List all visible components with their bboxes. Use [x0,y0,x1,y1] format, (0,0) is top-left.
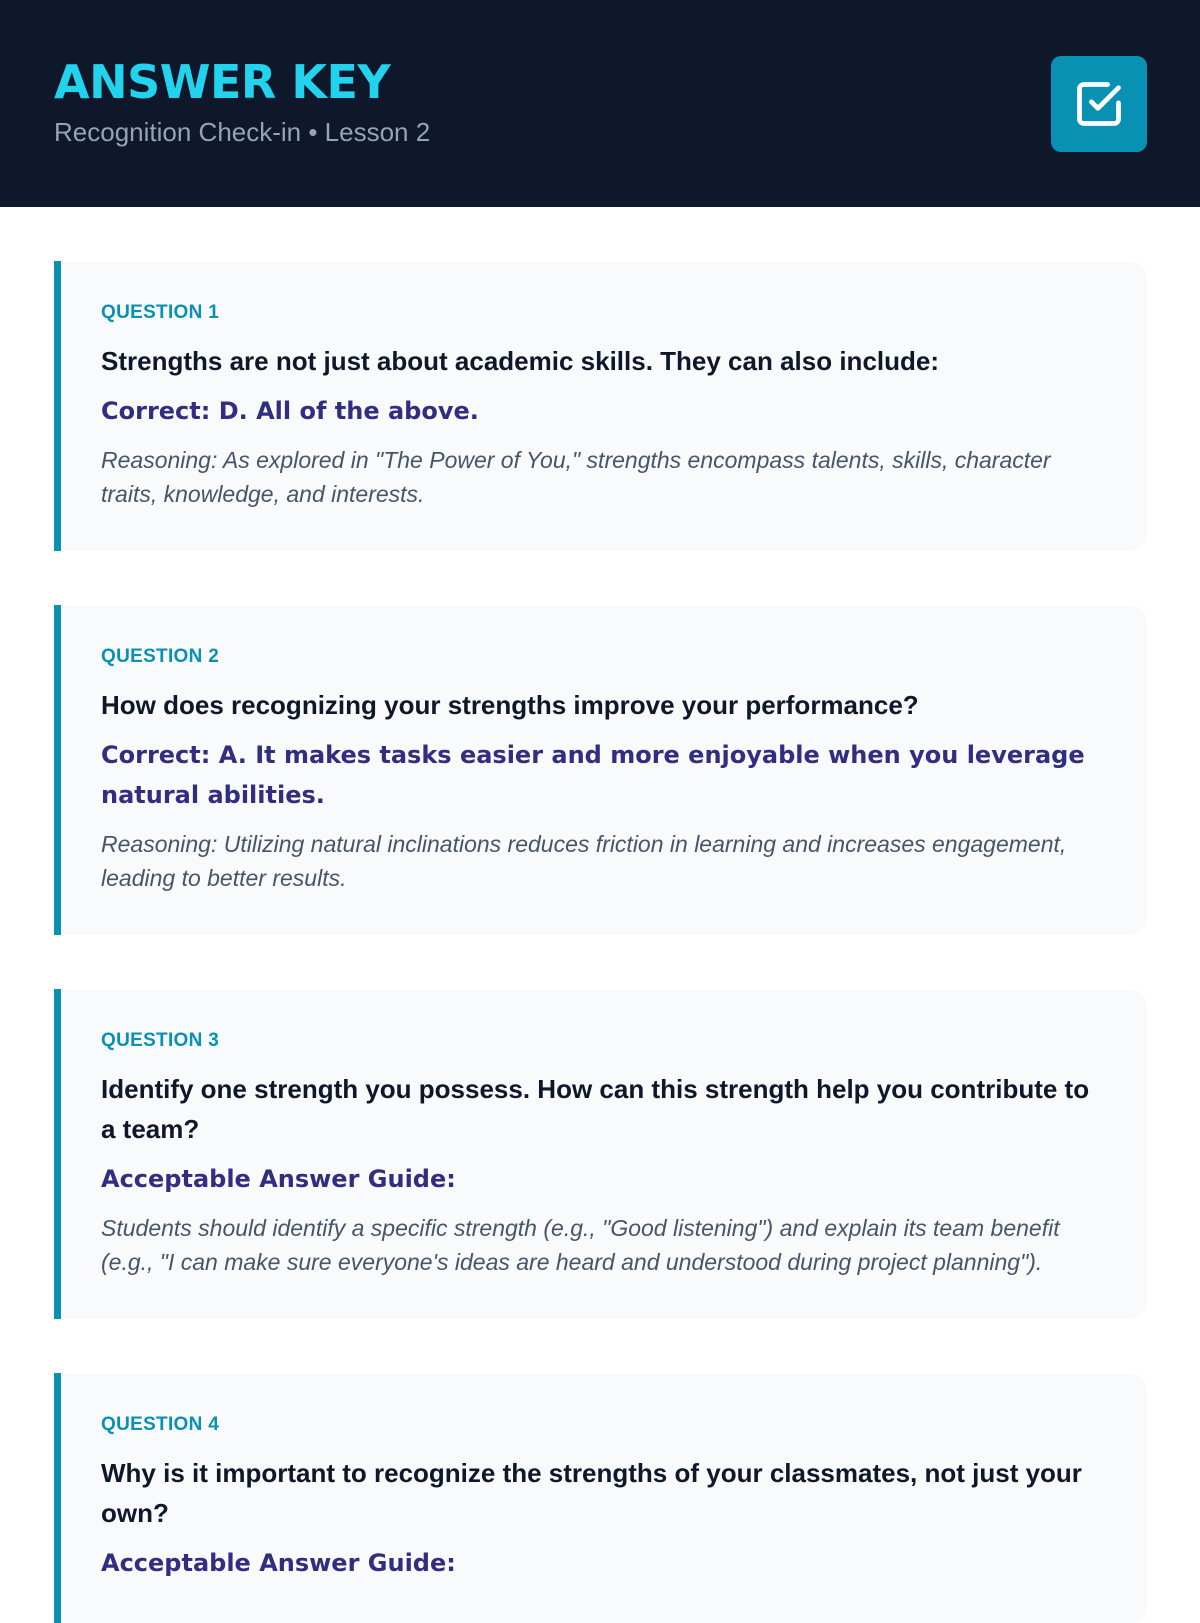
page-title: ANSWER KEY [54,55,391,109]
question-label: QUESTION 4 [101,1414,220,1435]
answer-guide-text: Students should identify a specific strength (e.g., "Good listening") and explain its team benefit (e.g., "I can make sure everyone's ideas are heard and understood during project planning"). [101,1215,1060,1275]
answer-reasoning: Reasoning: As explored in "The Power of You," strengths encompass talents, skills, character traits, knowledge, and interests. [101,447,1051,507]
answer-guide-heading: Acceptable Answer Guide: [101,1165,456,1193]
question-label: QUESTION 3 [101,1030,220,1051]
question-label: QUESTION 1 [101,302,220,323]
question-card [54,261,1147,551]
question-text: Why is it important to recognize the strengths of your classmates, not just your own? [101,1458,1082,1528]
page-header [0,0,1200,207]
page-subtitle: Recognition Check-in • Lesson 2 [54,117,431,147]
correct-answer: Correct: A. It makes tasks easier and more enjoyable when you leverage natural abilities. [101,741,1085,809]
question-label: QUESTION 2 [101,646,220,667]
question-card [54,1373,1147,1623]
question-card [54,989,1147,1319]
answer-list [0,207,1200,1623]
question-text: How does recognizing your strengths improve your performance? [101,690,919,720]
question-card [54,605,1147,935]
question-text: Strengths are not just about academic skills. They can also include: [101,346,940,376]
answer-reasoning: Reasoning: Utilizing natural inclinations reduces friction in learning and increases engagement, leading to better results. [101,831,1067,891]
answer-guide-heading: Acceptable Answer Guide: [101,1549,456,1577]
checkbox-check-icon [1051,56,1147,152]
correct-answer: Correct: D. All of the above. [101,397,479,425]
question-text: Identify one strength you possess. How can this strength help you contribute to a team? [101,1074,1090,1144]
